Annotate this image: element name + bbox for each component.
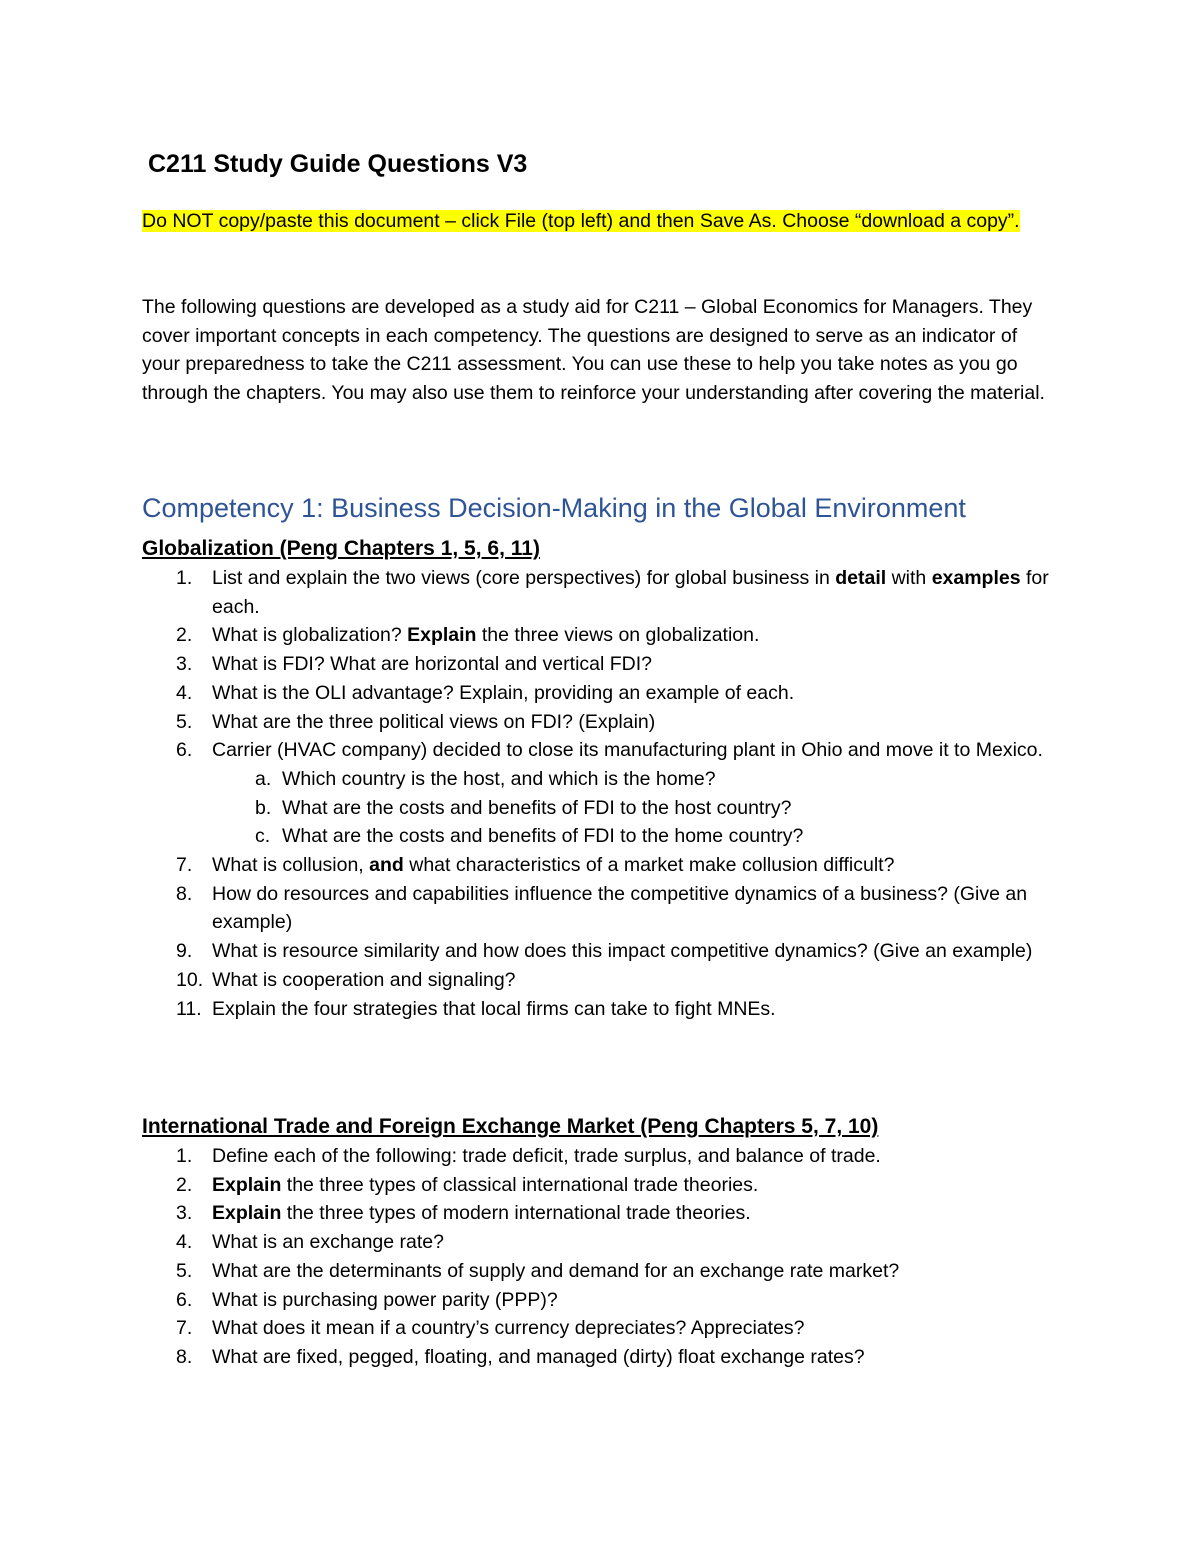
question-number: 10. (176, 968, 204, 991)
question-text: What is the OLI advantage? Explain, providing an example of each. (212, 681, 795, 704)
question-number: 6. (176, 739, 193, 762)
question-item (142, 1314, 1062, 1343)
question-item (142, 564, 1062, 621)
question-text: with (886, 567, 932, 589)
question-item (142, 1199, 1062, 1228)
globalization-section (142, 534, 1062, 1023)
question-text: for each. (212, 567, 1049, 618)
question-text: Carrier (HVAC company) decided to close its manufacturing plant in Ohio and move it to Mexico. (212, 739, 1043, 762)
question-emphasis: Explain (212, 1202, 282, 1225)
question-text: what characteristics of a market make collusion difficult? (403, 854, 895, 877)
question-number: 6. (176, 1288, 193, 1311)
question-item (142, 708, 1062, 737)
question-text: What is globalization? (212, 624, 408, 647)
section-heading-trade: International Trade and Foreign Exchange Market (Peng Chapters 5, 7, 10) (142, 1115, 879, 1138)
question-text: What is an exchange rate? (212, 1231, 444, 1254)
question-number: 4. (176, 681, 193, 704)
question-number: 2. (176, 1173, 193, 1196)
question-number: 11. (176, 997, 202, 1020)
question-number: 5. (176, 710, 193, 733)
question-item (142, 1257, 1062, 1286)
competency-heading: Competency 1: Business Decision-Making in the Global Environment (142, 493, 966, 523)
question-text: Define each of the following: trade deficit, trade surplus, and balance of trade. (212, 1145, 881, 1167)
question-list (142, 564, 1062, 1023)
question-emphasis: and (369, 854, 404, 877)
sub-question-letter: b. (255, 796, 272, 819)
question-text: Explain the four strategies that local firms can take to fight MNEs. (212, 997, 776, 1020)
question-item (142, 880, 1062, 937)
question-item (142, 851, 1062, 880)
question-text: What is resource similarity and how does this impact competitive dynamics? (Give an example) (212, 940, 1033, 963)
intro-paragraph: The following questions are developed as a study aid for C211 – Global Economics for Managers. They cover important concepts in each competency. The questions are designed to serve as an indicator of your preparedness to take the C211 assessment. You can use these to help you take notes as you go through the chapters. You may also use them to reinforce your understanding after covering the material. (142, 296, 1045, 405)
question-item (142, 1343, 1062, 1372)
sub-question-list (212, 765, 1062, 851)
question-text: What are the three political views on FDI? (Explain) (212, 710, 656, 733)
question-item (142, 937, 1062, 966)
sub-question-item (212, 765, 1062, 794)
section-heading-globalization: Globalization (Peng Chapters 1, 5, 6, 11) (142, 537, 540, 560)
sub-question-item (212, 794, 1062, 823)
question-emphasis: examples (931, 567, 1021, 589)
sub-question-letter: a. (255, 767, 272, 790)
question-number: 8. (176, 1345, 193, 1368)
question-text: What are fixed, pegged, floating, and managed (dirty) float exchange rates? (212, 1345, 865, 1368)
question-emphasis: Explain (212, 1173, 282, 1196)
question-number: 7. (176, 1317, 193, 1340)
question-number: 1. (176, 1145, 193, 1167)
trade-section (142, 1112, 1062, 1372)
question-text: What is collusion, (212, 854, 370, 877)
sub-question-text: What are the costs and benefits of FDI to the home country? (282, 825, 804, 848)
question-number: 1. (176, 567, 193, 589)
question-item (142, 1142, 1062, 1171)
question-item (142, 621, 1062, 650)
question-text: the three types of modern international trade theories. (281, 1202, 751, 1225)
question-emphasis: detail (835, 567, 887, 589)
question-item (142, 966, 1062, 995)
question-item (142, 736, 1062, 851)
question-item (142, 1286, 1062, 1315)
question-text: What is FDI? What are horizontal and vertical FDI? (212, 653, 652, 676)
question-text: What does it mean if a country’s currency depreciates? Appreciates? (212, 1317, 805, 1340)
question-text: What are the determinants of supply and demand for an exchange rate market? (212, 1259, 900, 1282)
question-text: the three types of classical international trade theories. (281, 1173, 759, 1196)
sub-question-text: Which country is the host, and which is the home? (282, 767, 716, 790)
question-text: How do resources and capabilities influence the competitive dynamics of a business? (Give an example) (212, 882, 1028, 934)
question-number: 2. (176, 624, 193, 647)
question-text: the three views on globalization. (476, 624, 760, 647)
question-item (142, 995, 1062, 1024)
question-text: What is cooperation and signaling? (212, 968, 516, 991)
question-item (142, 679, 1062, 708)
sub-question-item (212, 822, 1062, 851)
question-item (142, 1171, 1062, 1200)
question-text: List and explain the two views (core perspectives) for global business in (212, 567, 836, 589)
question-item (142, 1228, 1062, 1257)
document-title: C211 Study Guide Questions V3 (148, 150, 528, 178)
question-item (142, 650, 1062, 679)
question-number: 4. (176, 1231, 193, 1254)
question-number: 3. (176, 1202, 193, 1225)
question-list (142, 1142, 1062, 1372)
question-text: What is purchasing power parity (PPP)? (212, 1288, 558, 1311)
question-number: 8. (176, 882, 193, 905)
question-emphasis: Explain (407, 624, 477, 647)
sub-question-text: What are the costs and benefits of FDI to the host country? (282, 796, 792, 819)
question-number: 3. (176, 653, 193, 676)
sub-question-letter: c. (255, 825, 271, 848)
copy-notice (142, 207, 1052, 236)
notice-highlight: Do NOT copy/paste this document – click File (top left) and then Save As. Choose “download a copy”. (142, 210, 1020, 232)
question-number: 7. (176, 854, 193, 877)
question-number: 5. (176, 1259, 193, 1282)
question-number: 9. (176, 940, 193, 963)
